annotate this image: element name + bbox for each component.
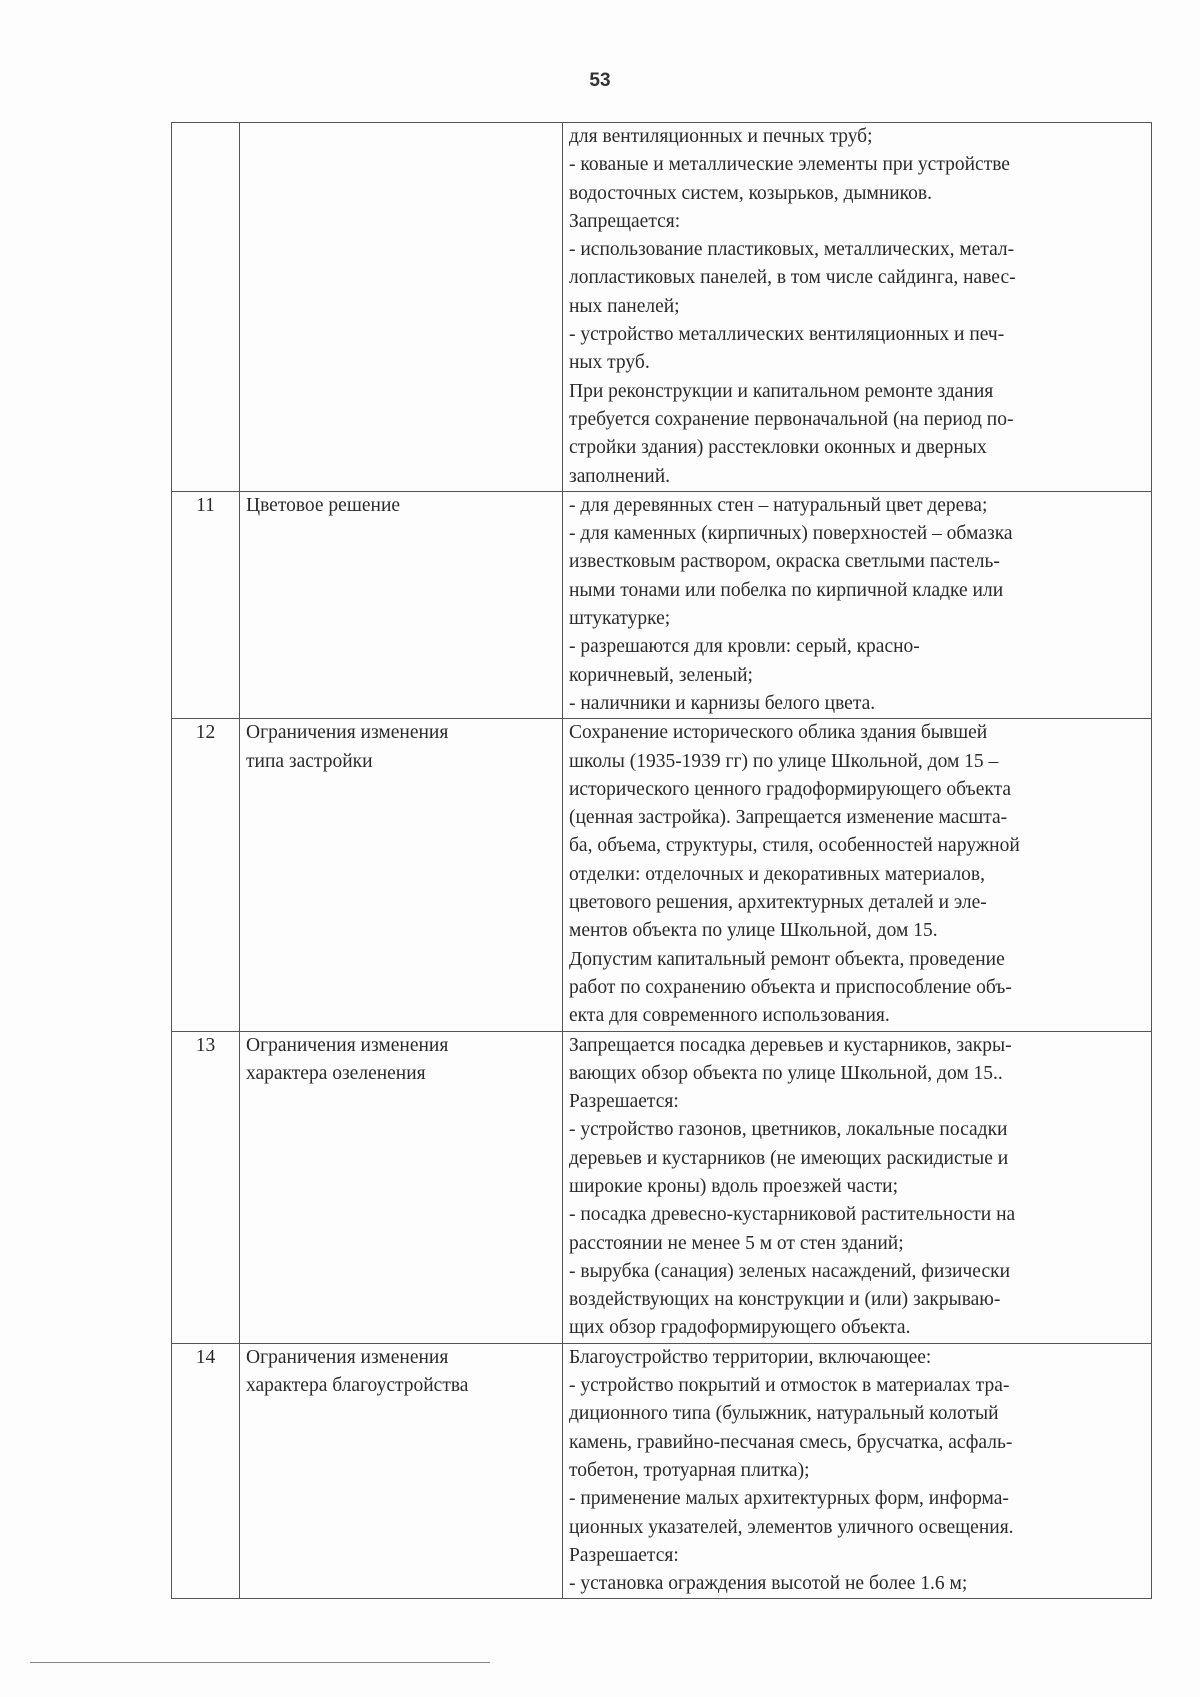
restriction-content-line: - устройство покрытий и отмосток в материалах тра- <box>569 1375 1010 1397</box>
restriction-content <box>563 1343 1152 1599</box>
restriction-content-line: - для каменных (кирпичных) поверхностей – обмазка <box>569 523 1013 545</box>
restriction-content-line: - для деревянных стен – натуральный цвет дерева; <box>569 494 988 516</box>
restriction-name-line: Цветовое решение <box>246 494 401 516</box>
regulations-table <box>171 122 1152 1599</box>
restriction-content-line: лопластиковых панелей, в том числе сайдинга, навес- <box>569 267 1016 289</box>
restriction-name-line: Ограничения изменения <box>246 1346 449 1368</box>
restriction-content-line: цветового решения, архитектурных деталей и эле- <box>569 892 987 914</box>
restriction-content-line: деревьев и кустарников (не имеющих раскидистые и <box>569 1147 1009 1169</box>
restriction-content-line: для вентиляционных и печных труб; <box>569 126 873 147</box>
page-number: 53 <box>589 70 611 91</box>
restriction-content-line: широкие кроны) вдоль проезжей части; <box>569 1175 898 1197</box>
restriction-content-line: Запрещается посадка деревьев и кустарников, закры- <box>569 1034 1012 1056</box>
restriction-content-line: заполнений. <box>569 465 671 487</box>
restriction-content-line: требуется сохранение первоначальной (на период по- <box>569 408 1014 430</box>
restriction-name-line: характера озеленения <box>246 1062 426 1084</box>
restriction-name-line: типа застройки <box>246 750 373 772</box>
table-row <box>172 1031 1152 1343</box>
restriction-content-line: екта для современного использования. <box>569 1005 890 1027</box>
restriction-content <box>563 491 1152 718</box>
row-number: 12 <box>172 719 240 1031</box>
restriction-name <box>240 123 563 492</box>
restriction-content-line: работ по сохранению объекта и приспособление объ- <box>569 976 1012 998</box>
restriction-name-line: Ограничения изменения <box>246 722 449 744</box>
restriction-name-line: Ограничения изменения <box>246 1034 449 1056</box>
restriction-content-line: штукатурке; <box>569 608 671 630</box>
restriction-content-line: известковым раствором, окраска светлыми пастель- <box>569 551 1000 573</box>
restriction-content-line: - посадка древесно-кустарниковой растительности на <box>569 1204 1016 1226</box>
restriction-content-line: отделки: отделочных и декоративных материалов, <box>569 863 986 885</box>
restriction-content-line: воздействующих на конструкции и (или) закрываю- <box>569 1289 1001 1311</box>
table-row <box>172 1343 1152 1599</box>
restriction-content-line: водосточных систем, козырьков, дымников. <box>569 182 932 204</box>
row-number: 11 <box>172 491 240 718</box>
restriction-name <box>240 719 563 1031</box>
restriction-content-line: Разрешается: <box>569 1544 679 1566</box>
restriction-content-line: вающих обзор объекта по улице Школьной, дом 15.. <box>569 1062 1003 1084</box>
restriction-name-line: характера благоустройства <box>246 1375 469 1397</box>
restriction-content-line: ционных указателей, элементов уличного освещения. <box>569 1516 1014 1538</box>
restriction-content-line: - использование пластиковых, металлических, метал- <box>569 239 1015 261</box>
restriction-content-line: диционного типа (булыжник, натуральный колотый <box>569 1403 999 1425</box>
restriction-content-line: ными тонами или побелка по кирпичной кладке или <box>569 579 1004 601</box>
restriction-content <box>563 123 1152 492</box>
restriction-content-line: стройки здания) расстекловки оконных и дверных <box>569 437 987 459</box>
restriction-content-line: - разрешаются для кровли: серый, красно- <box>569 636 920 658</box>
restriction-content-line: - устройство газонов, цветников, локальные посадки <box>569 1119 1008 1141</box>
restriction-content-line: Разрешается: <box>569 1091 679 1113</box>
restriction-content-line: ных панелей; <box>569 295 680 317</box>
restriction-content-line: коричневый, зеленый; <box>569 664 753 686</box>
row-number: 14 <box>172 1343 240 1599</box>
table-body <box>172 123 1152 1599</box>
restriction-content-line: расстоянии не менее 5 м от стен зданий; <box>569 1232 904 1254</box>
restriction-content-line: ба, объема, структуры, стиля, особенностей наружной <box>569 835 1020 857</box>
restriction-content-line: - устройство металлических вентиляционных и печ- <box>569 324 1005 346</box>
restriction-name <box>240 1031 563 1343</box>
row-number: 13 <box>172 1031 240 1343</box>
restriction-content-line: (ценная застройка). Запрещается изменение масшта- <box>569 807 1008 829</box>
table-row <box>172 123 1152 492</box>
restriction-content-line: исторического ценного градоформирующего объекта <box>569 778 1011 800</box>
restriction-content <box>563 719 1152 1031</box>
restriction-content-line: Допустим капитальный ремонт объекта, проведение <box>569 948 1005 970</box>
restriction-name <box>240 1343 563 1599</box>
restriction-content-line: камень, гравийно-песчаная смесь, брусчатка, асфаль- <box>569 1431 1013 1453</box>
restriction-content-line: щих обзор градоформирующего объекта. <box>569 1317 911 1339</box>
restriction-content-line: - применение малых архитектурных форм, информа- <box>569 1488 1009 1510</box>
restriction-content-line: При реконструкции и капитальном ремонте здания <box>569 380 994 402</box>
table-row <box>172 491 1152 718</box>
restriction-content-line: ментов объекта по улице Школьной, дом 15. <box>569 920 938 942</box>
restriction-content-line: - вырубка (санация) зеленых насаждений, физически <box>569 1260 1011 1282</box>
restriction-content-line: - установка ограждения высотой не более 1.6 м; <box>569 1573 968 1595</box>
restriction-content-line: - наличники и карнизы белого цвета. <box>569 692 876 714</box>
restriction-content-line: Сохранение исторического облика здания бывшей <box>569 722 988 744</box>
restriction-content-line: ных труб. <box>569 352 650 374</box>
footer-rule <box>30 1662 490 1663</box>
restriction-content-line: Запрещается: <box>569 210 681 232</box>
restriction-content <box>563 1031 1152 1343</box>
restriction-content-line: тобетон, тротуарная плитка); <box>569 1459 810 1481</box>
restriction-content-line: школы (1935-1939 гг) по улице Школьной, дом 15 – <box>569 750 999 772</box>
restriction-name <box>240 491 563 718</box>
restriction-content-line: Благоустройство территории, включающее: <box>569 1346 932 1368</box>
table-row <box>172 719 1152 1031</box>
restriction-content-line: - кованые и металлические элементы при устройстве <box>569 154 1010 176</box>
row-number <box>172 123 240 492</box>
